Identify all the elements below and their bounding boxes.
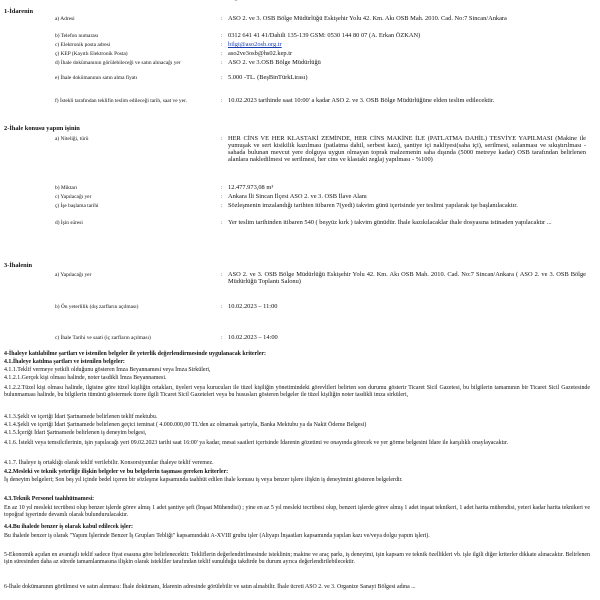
sec1-submission-label: f) İstekli tarafından teklifin teslim edileceği tarih, saat ve yer. <box>55 98 187 104</box>
sec4-1-6: 4.1.6. İstekli veya temsilcilerinin, işin yapılacağı yeri 09.02.2023 tarihi saat 16:00' ya kadar, mesai saatleri içerisinde İdarenin gözetimi ve onayında görecek ve yer görme belgesini İdare ile karşılıklı onaylayacaktır. <box>4 440 508 446</box>
sec2-location-label: c) Yapılacağı yer <box>55 194 92 200</box>
sec4-1-7: 4.1.7. İhaleye iş ortaklığı olarak teklif verilebilir. Konsorsiyumlar ihaleye teklif veremez. <box>4 460 214 466</box>
sec1-doc-place-label: d) İhale dokümanının görülebileceği ve satın alınacağı yer <box>55 60 181 66</box>
sec1-row-email: c) Elektronik posta adresi : bilgi@aso2osb.org.tr <box>0 42 600 51</box>
sec2-location-value: Ankara İli Sincan İlçesi ASO 2. ve 3. OSB İlave Alanı <box>228 193 367 200</box>
sec4-heading: 4-İhaleye katılabilme şartları ve istenilen belgeler ile yeterlik değerlendirmesinde uygulanacak kriterler: <box>4 351 266 357</box>
sec2-row-duration: d) İşin süresi : Yer teslim tarihinden itibaren 540 ( beşyüz kırk ) takvim günüdür. İhale kazıkılacaklar ihale dosyasına istinaden yapılacaktır ... <box>0 220 600 229</box>
sec2-nature-label: a) Niteliği, türü <box>55 136 89 142</box>
sec4-1-1: 4.1.1.Teklif vermeye yetkili olduğunu gösteren İmza Beyannamesi veya İmza Sirküleri, <box>4 367 211 373</box>
sec1-row-address: a) Adresi : ASO 2. ve 3. OSB Bölge Müdürlüğü Eskişehir Yolu 42. Km. Akı OSB Mah. 2010. Cad. No:7 Sincan/Ankara <box>0 16 600 25</box>
sec1-row-kep: ç) KEP (Kayıtlı Elektronik Posta) : aso2ve3osb@hs02.kep.tr <box>0 51 600 60</box>
sec4-1-3: 4.1.3.Şekli ve içeriği İdari Şartnamede belirlenen teklif mektubu. <box>4 414 158 420</box>
sec1-address-label: a) Adresi <box>55 16 75 22</box>
sec4-1-2-1: 4.1.2.1.Gerçek kişi olması halinde, noter tasdikli İmza Beyannamesi. <box>4 375 167 381</box>
sec2-nature-value: HER CİNS VE HER KLASTAKİ ZEMİNDE, HER CİNS MAKİNE İLE (PATLATMA DAHİL) TESVİYE YAPILMASI (Makine ile yumuşak ve sert kisikilik kazılması (patlatma dahil, serbest kazı), şantiye içi nakliyesi(saha içi), serilmesi, sulanması ve sıkıştırılması - sahada bulunan mevcut yere dolguya uygun olmayan toprak malzemenin saha dışında (5000 metreye kadar) OSB tarafından belirlenen alanlara nakledilmesi ve serilmesi, her cins ve klastaki zeglaj yapılması - %100) <box>228 135 586 163</box>
sec1-row-doc-place: d) İhale dokümanının görülebileceği ve satın alınacağı yer : ASO 2. ve 3.OSB Bölge Müdürlüğü <box>0 60 600 69</box>
sec3-place-label: a) Yapılacağı yer <box>55 272 92 278</box>
sec2-start-value: Sözleşmenin imzalandığı tarihten itibaren 7(yedi) takvim günü içerisinde yer teslimi yapılarak işe başlanılacaktır. <box>228 202 518 209</box>
top-fragment-label <box>4 0 27 1</box>
sec3-tender-date-value: 10.02.2023 – 14:00 <box>228 334 278 341</box>
section-1-title: 1-İdarenin <box>4 8 34 15</box>
sec4-1-heading: 4.1.İhaleye katılma şartları ve istenilen belgeler: <box>4 359 125 365</box>
sec1-email-link[interactable]: bilgi@aso2osb.org.tr <box>228 41 282 48</box>
top-fragment-row <box>0 0 600 4</box>
sec2-duration-label: d) İşin süresi <box>55 220 83 226</box>
sec1-row-doc-price: e) İhale dokümanının satın alma fiyatı : 5.000 -TL. (BeşBinTürkLirası) <box>0 75 600 84</box>
sec1-kep-value: aso2ve3osb@hs02.kep.tr <box>228 50 293 57</box>
top-fragment-value <box>228 0 586 2</box>
sec1-phone-label: b) Telefon numarası <box>55 33 99 39</box>
sec2-row-quantity: b) Miktarı : 12.477.973,08 m³ <box>0 185 600 194</box>
sec2-row-location: c) Yapılacağı yer : Ankara İli Sincan İlçesi ASO 2. ve 3. OSB İlave Alanı <box>0 194 600 203</box>
sec1-submission-value: 10.02.2023 tarihinde saat 10:00' a kadar ASO 2. ve 3. OSB Bölge Müdürlüğüne elden teslim edilecektir. <box>228 97 495 104</box>
sec4-4-text: Bu ihalede benzer iş olarak "Yapım İşlerinde Benzer İş Grupları Tebliği" kapsamındaki A-XVIII grubu işler (Altyapı İnşaatları kapsamında yapılan kazı ve/veya dolgu yapım işleri). <box>4 533 430 539</box>
sec1-doc-place-value: ASO 2. ve 3.OSB Bölge Müdürlüğü <box>228 59 321 66</box>
sec2-row-nature: a) Niteliği, türü : HER CİNS VE HER KLASTAKİ ZEMİNDE, HER CİNS MAKİNE İLE (PATLATMA DAHİL) TESVİYE YAPILMASI (Makine ile yumuşak ve sert kisikilik kazılması (patlatma dahil, serbest kazı), şantiye içi nakliyesi(saha içi), serilmesi, sulanması ve sıkıştırılması - sahada bulunan mevcut yere dolguya uygun olmayan toprak malzemenin saha dışında (5000 metreye kadar) OSB tarafından belirlenen alanlara nakledilmesi ve serilmesi, her cins ve klastaki zeglaj yapılması - %100) <box>55 135 586 163</box>
sec6-text: 6-İhale dokümanının görülmesi ve satın alınması: İhale dokümanı, İdarenin adresinde görülebilir ve satın alınabilir. İhale ücreti ASO 2. ve 3. Organize Sanayi Bölgesi adına ... <box>4 584 416 590</box>
sec2-duration-value: Yer teslim tarihinden itibaren 540 ( beşyüz kırk ) takvim günüdür. İhale kazıkılacaklar ihale dosyasına istinaden yapılacaktır ... <box>228 219 552 226</box>
sec3-prequal-label: b) Ön yeterlilik (dış zarfların açılması) <box>55 304 139 310</box>
sec1-kep-label: ç) KEP (Kayıtlı Elektronik Posta) <box>55 51 128 57</box>
sec2-row-start: ç) İşe başlama tarihi : Sözleşmenin imzalandığı tarihten itibaren 7(yedi) takvim günü içerisinde yer teslimi yapılarak işe başlanılacaktır. <box>0 203 600 212</box>
sec3-row-prequal: b) Ön yeterlilik (dış zarfların açılması) : 10.02.2023 – 11:00 <box>0 304 600 313</box>
sec3-row-tender-date: c) İhale Tarihi ve saati (iç zarfların açılması) : 10.02.2023 – 14:00 <box>0 335 600 344</box>
sec4-3-heading: 4.3.Teknik Personel taahhütnamesi: <box>4 496 95 502</box>
sec3-tender-date-label: c) İhale Tarihi ve saati (iç zarfların açılması) <box>55 335 151 341</box>
sec5-text: 5-Ekonomik açıdan en avantajlı teklif sadece fiyat esasına göre belirlenecektir. Tekliflerin değerlendirilmesinde isteklinin; makine ve araç parkı, iş deneyimi, işin kapsam ve teknik özellikleri vb. işle ilgili diğer kriterler dikkate alınacaktır. Belirlenen işin süresinden daha az sürede tamamlanmasına ilişkin olarak istekliler tarafından teklif sunulduğu takdirde bu durum ayrıca değerlendirilebilecektir. <box>4 552 590 566</box>
sec1-email-label: c) Elektronik posta adresi <box>55 42 111 48</box>
sec2-quantity-value: 12.477.973,08 m³ <box>228 184 274 191</box>
sec1-phone-value: 0312 641 41 41/Dahili 135-139 GSM: 0530 144 80 07 (A. Erkan ÖZKAN) <box>228 32 421 39</box>
sec4-1-4: 4.1.4.Şekli ve içeriği İdari Şartnamede belirlenen geçici teminat ( 4.000.000,00 TL'den az olmamak şartıyla, Banka Mektubu ya da Nakit Ödeme Belgesi) <box>4 422 367 428</box>
sec4-2-heading: 4.2.Mesleki ve teknik yeterliğe ilişkin belgeler ve bu belgelerin taşıması gereken kriterler: <box>4 469 229 475</box>
sec3-place-value: ASO 2. ve 3. OSB Bölge Müdürlüğü Eskişehir Yolu 42. Km. Akı OSB Mah. 2010. Cad. No:7 Sincan/Ankara ( ASO 2. ve 3. OSB Bölge Müdürlüğü Toplantı Salonu) <box>228 271 586 285</box>
sec4-1-2-2: 4.1.2.2.Tüzel kişi olması halinde, ilgisine göre tüzel kişiliğin ortakları, üyeleri veya kurucuları ile tüzel kişiliğin yönetimindeki görevlileri belirten son durumu gösterir Ticaret Sicil Gazetesi, bu bilgilerin tamamının bir Ticaret Sicil Gazetesinde bulunmaması halinde, bu bilgilerin tümünü göstermek üzere ilgili Ticaret Sicil Gazeteleri veya bu hususları gösteren belgeler ile tüzel kişiliğin noter tasdikli imza sirküleri, <box>4 385 590 399</box>
sec1-row-phone: b) Telefon numarası : 0312 641 41 41/Dahili 135-139 GSM: 0530 144 80 07 (A. Erkan ÖZKAN) <box>0 33 600 42</box>
sec4-1-5: 4.1.5.İçeriği İdari Şartnamede belirlenen iş deneyim belgesi, <box>4 430 147 436</box>
section-3-title: 3-İhalenin <box>4 262 33 269</box>
sec2-quantity-label: b) Miktarı <box>55 185 78 191</box>
section-2-title: 2-İhale konusu yapım işinin <box>4 125 80 132</box>
sec1-row-submission: f) İstekli tarafından teklifin teslim edileceği tarih, saat ve yer. : 10.02.2023 tarihinde saat 10:00' a kadar ASO 2. ve 3. OSB Bölge Müdürlüğüne elden teslim edilecektir. <box>0 98 600 107</box>
sec4-2-text: İş deneyim belgeleri; Son beş yıl içinde bedel içeren bir sözleşme kapsamında taahhüt edilen ihale konusu iş veya benzer işlere ilişkin iş deneyimini gösteren belgelerdir. <box>4 477 403 483</box>
sec4-4-heading: 4.4.Bu ihalede benzer iş olarak kabul edilecek işler: <box>4 524 133 530</box>
sec2-start-label: ç) İşe başlama tarihi <box>55 203 99 209</box>
sec3-prequal-value: 10.02.2023 – 11:00 <box>228 303 278 310</box>
sec4-3-text: En az 10 yıl mesleki tecrübesi olup benzer işlerde görev almış 1 adet şantiye şefi (İnşaat Mühendisi) ; yine en az 5 yıl mesleki tecrübesi olup, benzeri işlerde görev almış 1 adet inşaat teknikeri, 1 adet harita mühendisi, yeteri kadar harita teknikeri ve topoğraf işyerinde devamlı olarak bulundurulacaktır. <box>4 505 590 519</box>
sec1-doc-price-label: e) İhale dokümanının satın alma fiyatı <box>55 75 138 81</box>
sec3-row-place: a) Yapılacağı yer : ASO 2. ve 3. OSB Bölge Müdürlüğü Eskişehir Yolu 42. Km. Akı OSB Mah. 2010. Cad. No:7 Sincan/Ankara ( ASO 2. ve 3. OSB Bölge Müdürlüğü Toplantı Salonu) <box>55 271 586 285</box>
sec1-doc-price-value: 5.000 -TL. (BeşBinTürkLirası) <box>228 74 308 81</box>
sec1-address-value: ASO 2. ve 3. OSB Bölge Müdürlüğü Eskişehir Yolu 42. Km. Akı OSB Mah. 2010. Cad. No:7 Sincan/Ankara <box>228 15 507 22</box>
